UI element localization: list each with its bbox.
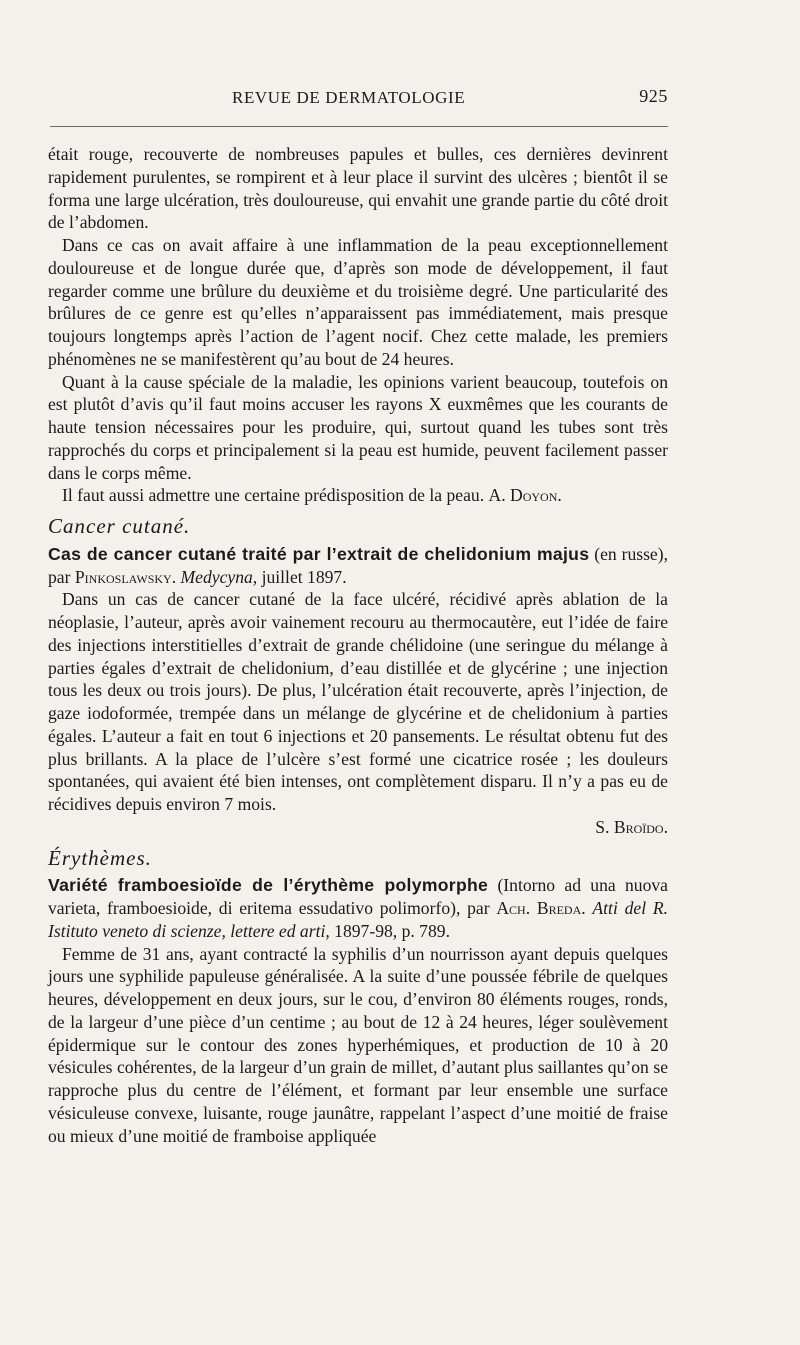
paragraph: Femme de 31 ans, ayant contracté la syphilis d’un nourrisson ayant depuis quelques jours une syphilide papuleuse généralisée. A la suite d’une poussée fébrile de quelques heures, développement en deux jours, sur le cou, d’environ 80 éléments rouges, ronds, de la largeur d’une pièce d’un centime ; au bout de 12 à 24 heures, léger soulèvement épidermique sur le contour des zones hyperhémiques, et production de 10 à 20 vésicules cohérentes, de la largeur d’un grain de millet, d’autant plus saillantes qu’on se rapproche plus du centre de l’élément, et formant par leur ensemble une surface vésiculeuse convexe, luisante, rouge jaunâtre, rappelant l’aspect d’une moitié de fraise ou mieux d’une moitié de framboise appliquée — [48, 943, 668, 1146]
article-author: Ach. Breda. — [496, 898, 586, 918]
article-heading — [48, 874, 668, 942]
section-title-cancer: Cancer cutané. — [48, 514, 191, 538]
article-title: Variété framboesioïde de l’érythème polymorphe — [48, 875, 489, 896]
article-language: (en russe), par — [48, 543, 668, 587]
article-author: Pinkoslawsky. — [74, 566, 177, 587]
header-rule — [50, 126, 668, 127]
paragraph: Dans un cas de cancer cutané de la face ulcéré, récidivé après ablation de la néoplasie, l’auteur, après avoir vainement recouru au thermocautère, eut l’idée de faire des injections interstitielles d’extrait de grande chélidoine (une seringue du mélange à parties égales d’extrait de chelidonium, d’eau distillée et de glycérine ; une injection tous les deux ou trois jours). De plus, l’ulcération était recouverte, après l’injection, de gaze iodoformée, trempée dans un mélange de glycérine et de chelidonium à parties égales. L’auteur a fait en tout 6 injections et 20 pansements. Le résultat obtenu fut des plus brillants. A la place de l’ulcère s’est formé une cicatrice rosée ; les douleurs spontanées, qui avaient été bien intenses, ont complètement disparu. Il n’y a pas eu de récidives depuis environ 7 mois. — [48, 589, 668, 814]
publication-date: juillet 1897. — [261, 566, 347, 587]
running-head — [48, 86, 668, 114]
journal-name: Medycyna, — [180, 566, 258, 587]
publication-reference: 1897-98, p. 789. — [334, 920, 450, 941]
article-text — [48, 143, 668, 1147]
paragraph — [48, 484, 668, 507]
author-signature: S. Broïdo. — [595, 816, 668, 837]
paragraph: était rouge, recouverte de nombreuses papules et bulles, ces dernières devinrent rapidement purulentes, se rompirent et à leur place il survint des ulcères ; bientôt il se forma une large ulcération, très douloureuse, qui envahit une grande partie du côté droit de l’abdomen. — [48, 144, 668, 233]
paragraph: Dans ce cas on avait affaire à une inflammation de la peau exceptionnellement douloureuse et de longue durée que, d’après son mode de développement, il faut regarder comme une brûlure du deuxième et du troisième degré. Une particularité des brûlures de ce genre est qu’elles n’apparaissent pas immédiatement, mais presque toujours longtemps après l’action de l’agent nocif. Chez cette malade, les premiers phénomènes ne se manifestèrent qu’au bout de 24 heures. — [48, 235, 668, 369]
article-heading — [48, 543, 668, 589]
section-title-erythemes: Érythèmes. — [48, 845, 152, 870]
journal-name: Atti del R. Istituto veneto di scienze, lettere ed arti, — [48, 898, 668, 941]
article-original-title: (Intorno ad una nuova varieta, framboesioide, di eritema essudativo polimorfo), par — [48, 875, 668, 918]
paragraph: Quant à la cause spéciale de la maladie, les opinions varient beaucoup, toutefois on est plutôt d’avis qu’il faut moins accuser les rayons X euxmêmes que les courants de haute tension nécessaires pour les produire, qui, surtout quand les tubes sont très rapprochés du corps et principalement si la peau est humide, peuvent facilement passer dans le corps même. — [48, 371, 668, 483]
paragraph-text: Il faut aussi admettre une certaine prédisposition de la peau. — [62, 485, 485, 506]
running-title: REVUE DE DERMATOLOGIE — [232, 88, 466, 107]
article-title: Cas de cancer cutané traité par l’extrait de chelidonium majus — [48, 543, 590, 564]
page-number: 925 — [639, 86, 668, 106]
author-signature: A. Doyon. — [488, 485, 562, 506]
